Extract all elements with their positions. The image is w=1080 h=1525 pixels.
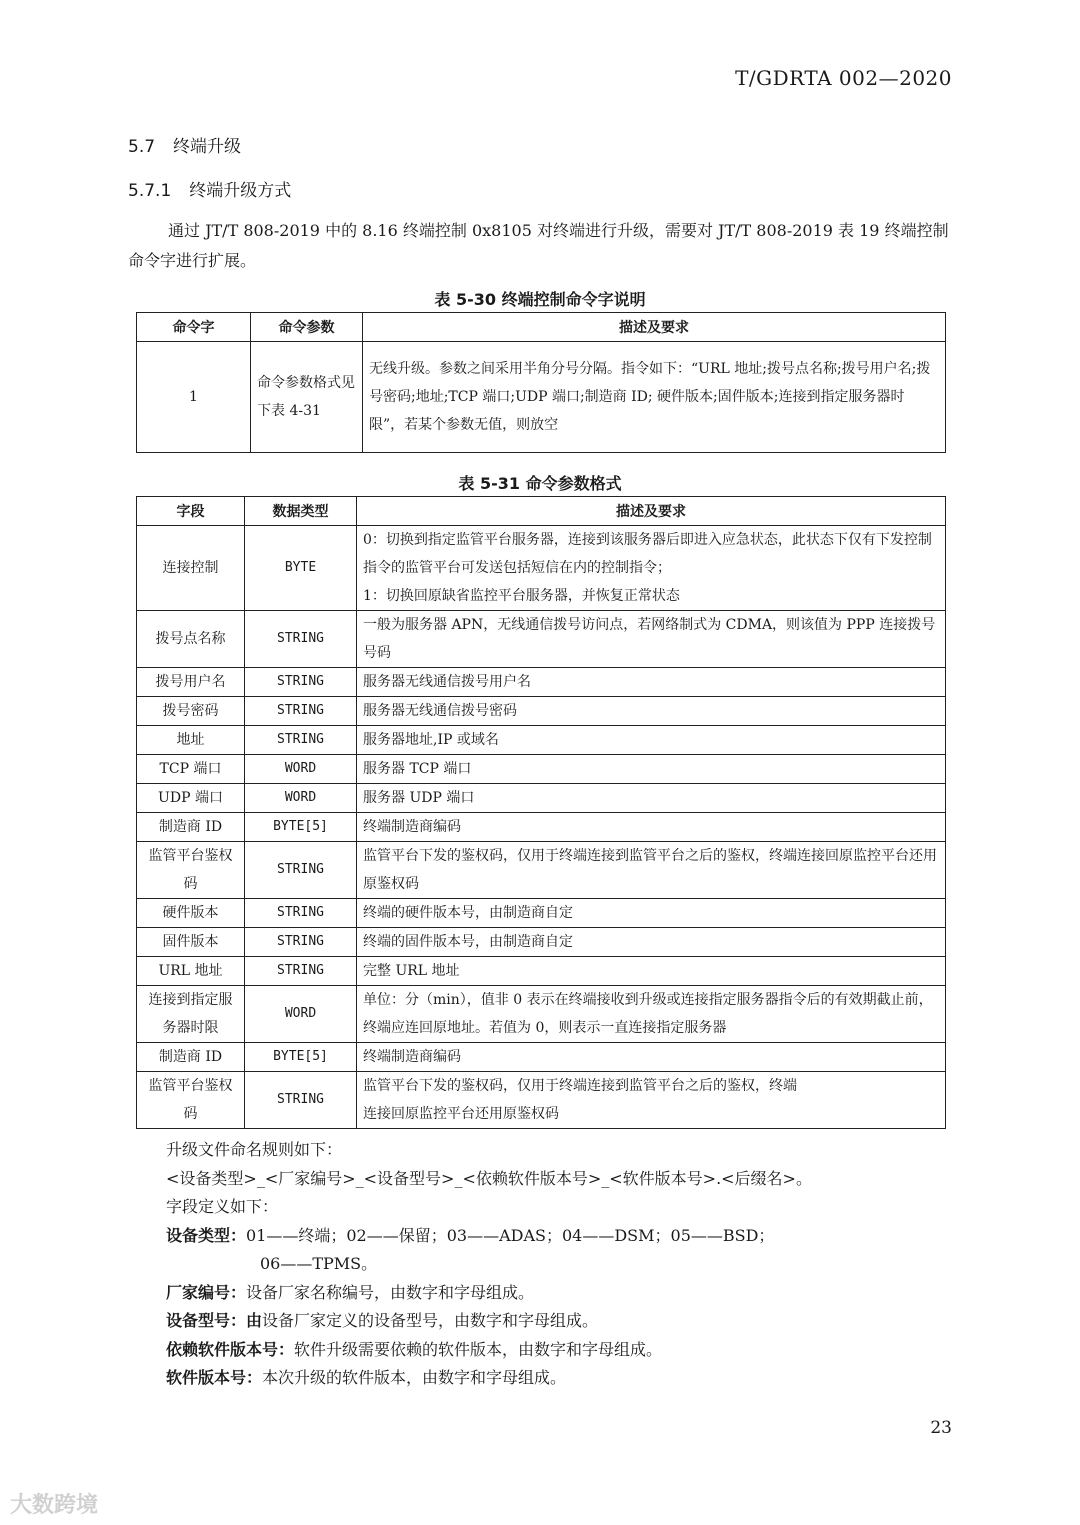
document-code: T/GDRTA 002—2020 [735,66,952,90]
cell-type: BYTE [245,526,357,611]
command-table [136,312,946,453]
column-header: 描述及要求 [357,497,946,526]
column-header: 描述及要求 [363,313,946,342]
cell-type: STRING [245,957,357,986]
watermark-text: 大数跨境 [10,1493,99,1518]
column-header: 命令字 [137,313,251,342]
cell-field: 地址 [137,726,245,755]
rule-label: 设备型号：由 [166,1311,263,1330]
table-header-row [137,313,946,342]
table-row [137,668,946,697]
rule-vendor [166,1279,986,1308]
cell-desc: 一般为服务器 APN，无线通信拨号访问点，若网络制式为 CDMA，则该值为 PPP 连接拨号号码 [357,611,946,668]
intro-paragraph: 通过 JT/T 808-2019 中的 8.16 终端控制 0x8105 对终端进行升级，需要对 JT/T 808-2019 表 19 终端控制命令字进行扩展。 [128,221,949,270]
rule-label: 软件版本号： [166,1368,263,1387]
cell-desc-line: 1：切换回原缺省监控平台服务器，并恢复正常状态 [363,588,680,604]
rule-value: 软件升级需要依赖的软件版本，由数字和字母组成。 [294,1339,663,1359]
cell-field: 监管平台鉴权码 [137,842,245,899]
cell-type: BYTE[5] [245,813,357,842]
table-row [137,813,946,842]
rule-label: 依赖软件版本号： [166,1339,295,1359]
cell-type: STRING [245,668,357,697]
watermark-logo [10,1488,98,1519]
column-header: 字段 [137,497,245,526]
section-number: 5.7 [128,137,156,157]
cell-field: 制造商 ID [137,813,245,842]
rule-device-type [166,1222,986,1251]
table-row [137,1043,946,1072]
cell-desc: 服务器无线通信拨号用户名 [357,668,946,697]
cell-desc: 终端制造商编码 [357,1043,946,1072]
cell-desc-line: 监管平台下发的鉴权码，仅用于终端连接到监管平台之后的鉴权，终端 [363,1078,797,1094]
cell-field: 制造商 ID [137,1043,245,1072]
subsection-title: 终端升级方式 [189,181,292,201]
section-heading [128,132,241,157]
cell-field: URL 地址 [137,957,245,986]
rules-fields-intro: 字段定义如下： [166,1197,279,1216]
table1-caption: 表 5-30 终端控制命令字说明 [434,290,646,309]
cell-desc: 终端制造商编码 [357,813,946,842]
cell-field: 连接到指定服务器时限 [137,986,245,1043]
cell-type: STRING [245,899,357,928]
cell-field: 固件版本 [137,928,245,957]
cell-field: 监管平台鉴权码 [137,1072,245,1129]
naming-rules [166,1136,986,1393]
table-row [137,784,946,813]
rule-dependency [166,1336,986,1365]
table-row [137,726,946,755]
subsection-number: 5.7.1 [128,181,172,201]
rule-version [166,1364,986,1393]
cell-desc: 监管平台下发的鉴权码，仅用于终端连接到监管平台之后的鉴权，终端连接回原监控平台还用原鉴权码 [357,842,946,899]
param-table [136,496,946,1129]
table-row [137,526,946,611]
rule-value: 01——终端；02——保留；03——ADAS；04——DSM；05——BSD； [246,1225,775,1245]
cell-type: STRING [245,726,357,755]
section-title: 终端升级 [173,137,242,157]
table-row [137,755,946,784]
cell-field: 拨号点名称 [137,611,245,668]
cell-desc: 完整 URL 地址 [357,957,946,986]
cell-desc: 服务器地址,IP 或域名 [357,726,946,755]
table-row [137,928,946,957]
page-number: 23 [930,1418,952,1438]
cell-param: 命令参数格式见下表 4-31 [251,342,363,453]
cell-type: WORD [245,784,357,813]
cell-field: 连接控制 [137,526,245,611]
cell-type: STRING [245,1072,357,1129]
rule-value: 设备厂家定义的设备型号，由数字和字母组成。 [262,1311,599,1330]
cell-desc [357,1072,946,1129]
cell-cmd: 1 [137,342,251,453]
table-row [137,842,946,899]
cell-type: STRING [245,697,357,726]
cell-field: 拨号密码 [137,697,245,726]
cell-desc-line: 连接回原监控平台还用原鉴权码 [363,1106,559,1122]
column-header: 命令参数 [251,313,363,342]
cell-desc [357,526,946,611]
table-row [137,611,946,668]
table-row [137,697,946,726]
cell-desc: 服务器 TCP 端口 [357,755,946,784]
table-row [137,899,946,928]
cell-field: 拨号用户名 [137,668,245,697]
rule-device-type-cont: 06——TPMS。 [260,1254,378,1273]
rule-value: 本次升级的软件版本，由数字和字母组成。 [262,1368,567,1387]
cell-field: TCP 端口 [137,755,245,784]
table-header-row [137,497,946,526]
cell-type: STRING [245,928,357,957]
table2-caption: 表 5-31 命令参数格式 [458,474,622,493]
column-header: 数据类型 [245,497,357,526]
subsection-heading [128,176,291,201]
rule-label: 设备类型： [166,1225,247,1245]
rule-model [166,1307,986,1336]
cell-type: BYTE[5] [245,1043,357,1072]
cell-field: 硬件版本 [137,899,245,928]
cell-type: WORD [245,986,357,1043]
cell-desc: 服务器无线通信拨号密码 [357,697,946,726]
rule-label: 厂家编号： [166,1282,247,1302]
rule-value: 设备厂家名称编号，由数字和字母组成。 [246,1282,535,1302]
cell-desc: 终端的固件版本号，由制造商自定 [357,928,946,957]
cell-desc: 终端的硬件版本号，由制造商自定 [357,899,946,928]
cell-desc: 单位：分（min），值非 0 表示在终端接收到升级或连接指定服务器指令后的有效期截止前，终端应连回原地址。若值为 0，则表示一直连接指定服务器 [357,986,946,1043]
table-row [137,957,946,986]
cell-desc-line: 0：切换到指定监管平台服务器，连接到该服务器后即进入应急状态，此状态下仅有下发控制指令的监管平台可发送包括短信在内的控制指令； [363,532,932,576]
rules-intro: 升级文件命名规则如下： [166,1140,343,1159]
rules-pattern: <设备类型>_<厂家编号>_<设备型号>_<依赖软件版本号>_<软件版本号>.<后缀名>。 [166,1168,812,1188]
table-row [137,342,946,453]
cell-type: STRING [245,842,357,899]
table-row [137,986,946,1043]
cell-type: WORD [245,755,357,784]
table-row [137,1072,946,1129]
cell-desc: 服务器 UDP 端口 [357,784,946,813]
cell-desc: 无线升级。参数之间采用半角分号分隔。指令如下：“URL 地址;拨号点名称;拨号用户名;拨号密码;地址;TCP 端口;UDP 端口;制造商 ID; 硬件版本;固件版本;连接到指定服务器时限”，若某个参数无值，则放空 [363,342,946,453]
cell-field: UDP 端口 [137,784,245,813]
cell-type: STRING [245,611,357,668]
